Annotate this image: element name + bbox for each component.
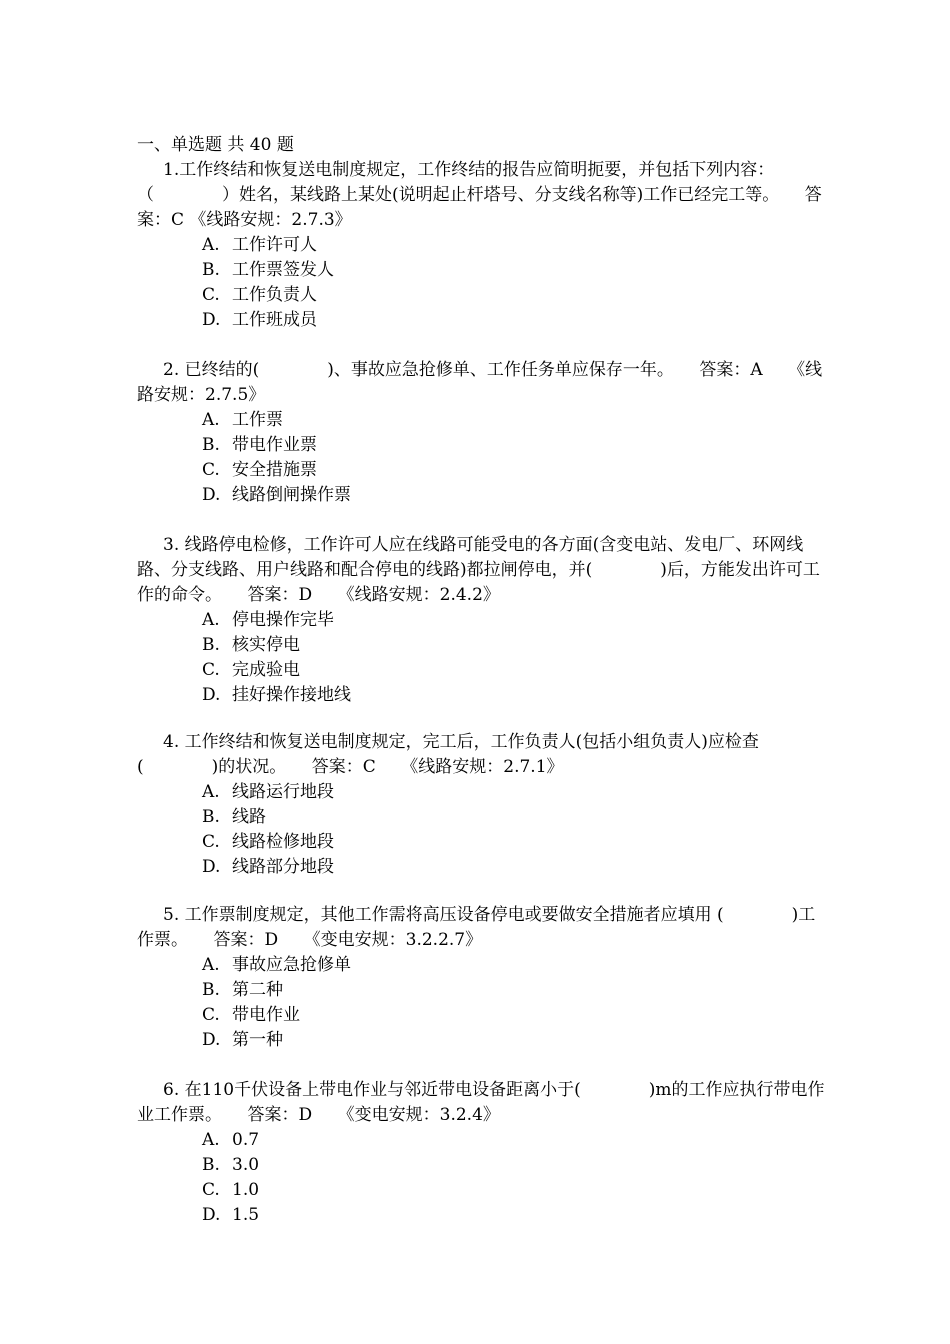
question-stem: 2. 已终结的( )、事故应急抢修单、工作任务单应保存一年。 答案：A 《线路安规：2.7.5》 (137, 360, 823, 405)
option-list (137, 233, 827, 333)
option-text: 工作许可人 (232, 235, 317, 255)
option-d (137, 308, 827, 333)
option-text: 完成验电 (232, 660, 300, 680)
option-list (137, 408, 827, 508)
option-c (137, 1178, 827, 1203)
option-text: 事故应急抢修单 (232, 955, 351, 975)
option-d (137, 483, 827, 508)
section-title: 一、单选题 共 40 题 (137, 135, 294, 155)
question-stem: 4. 工作终结和恢复送电制度规定，完工后，工作负责人(包括小组负责人)应检查( )的状况。 答案：C 《线路安规：2.7.1》 (137, 732, 759, 777)
option-b (137, 258, 827, 283)
question-2 (137, 358, 827, 508)
option-letter: C. (202, 832, 220, 852)
option-a (137, 953, 827, 978)
option-list (137, 953, 827, 1053)
option-text: 第二种 (232, 980, 283, 1000)
option-list (137, 608, 827, 708)
question-1 (137, 158, 827, 333)
option-d (137, 855, 827, 880)
option-d (137, 1028, 827, 1053)
option-letter: A. (202, 610, 220, 630)
option-a (137, 1128, 827, 1153)
question-stem: 3. 线路停电检修，工作许可人应在线路可能受电的各方面(含变电站、发电厂、环网线路、分支线路、用户线路和配合停电的线路)都拉闸停电，并( )后，方能发出许可工作的命令。 答案：D 《线路安规：2.4.2》 (137, 535, 820, 605)
option-text: 线路检修地段 (232, 832, 334, 852)
option-letter: A. (202, 410, 220, 430)
option-letter: D. (202, 1030, 221, 1050)
option-list (137, 780, 827, 880)
option-text: 核实停电 (232, 635, 300, 655)
option-letter: B. (202, 980, 220, 1000)
option-letter: D. (202, 310, 221, 330)
option-c (137, 1003, 827, 1028)
option-c (137, 830, 827, 855)
option-letter: B. (202, 435, 220, 455)
option-text: 工作票 (232, 410, 283, 430)
option-letter: D. (202, 1205, 221, 1225)
option-b (137, 433, 827, 458)
option-text: 3.0 (232, 1155, 260, 1175)
option-text: 工作负责人 (232, 285, 317, 305)
option-text: 安全措施票 (232, 460, 317, 480)
option-letter: D. (202, 685, 221, 705)
option-text: 1.5 (232, 1205, 260, 1225)
option-text: 线路 (232, 807, 266, 827)
option-list (137, 1128, 827, 1228)
option-text: 停电操作完毕 (232, 610, 334, 630)
option-text: 线路运行地段 (232, 782, 334, 802)
option-text: 1.0 (232, 1180, 260, 1200)
option-a (137, 608, 827, 633)
option-b (137, 633, 827, 658)
option-b (137, 805, 827, 830)
option-letter: B. (202, 1155, 220, 1175)
option-text: 0.7 (232, 1130, 260, 1150)
question-stem: 5. 工作票制度规定，其他工作需将高压设备停电或要做安全措施者应填用 ( )工作票。 答案：D 《变电安规：3.2.2.7》 (137, 905, 816, 950)
option-letter: B. (202, 807, 220, 827)
option-letter: A. (202, 1130, 220, 1150)
option-letter: C. (202, 285, 220, 305)
question-4 (137, 730, 827, 880)
option-text: 带电作业票 (232, 435, 317, 455)
option-letter: A. (202, 235, 220, 255)
option-a (137, 233, 827, 258)
option-letter: C. (202, 1180, 220, 1200)
option-text: 挂好操作接地线 (232, 685, 351, 705)
option-letter: C. (202, 1005, 220, 1025)
option-b (137, 1153, 827, 1178)
option-letter: C. (202, 660, 220, 680)
option-text: 线路倒闸操作票 (232, 485, 351, 505)
option-c (137, 458, 827, 483)
question-stem: 6. 在110千伏设备上带电作业与邻近带电设备距离小于( )m的工作应执行带电作业工作票。 答案：D 《变电安规：3.2.4》 (137, 1080, 825, 1125)
option-text: 带电作业 (232, 1005, 300, 1025)
option-letter: D. (202, 485, 221, 505)
option-a (137, 408, 827, 433)
option-letter: C. (202, 460, 220, 480)
option-letter: B. (202, 260, 220, 280)
option-letter: D. (202, 857, 221, 877)
question-5 (137, 903, 827, 1053)
option-a (137, 780, 827, 805)
option-d (137, 683, 827, 708)
question-3 (137, 533, 827, 708)
question-6 (137, 1078, 827, 1228)
option-letter: A. (202, 782, 220, 802)
option-text: 工作票签发人 (232, 260, 334, 280)
option-text: 线路部分地段 (232, 857, 334, 877)
question-stem: 1.工作终结和恢复送电制度规定，工作终结的报告应简明扼要，并包括下列内容：（ ）姓名，某线路上某处(说明起止杆塔号、分支线名称等)工作已经完工等。 答案：C 《线路安规：2.7.3》 (137, 160, 822, 230)
option-letter: A. (202, 955, 220, 975)
option-text: 工作班成员 (232, 310, 317, 330)
option-c (137, 283, 827, 308)
option-c (137, 658, 827, 683)
option-text: 第一种 (232, 1030, 283, 1050)
option-b (137, 978, 827, 1003)
option-letter: B. (202, 635, 220, 655)
option-d (137, 1203, 827, 1228)
